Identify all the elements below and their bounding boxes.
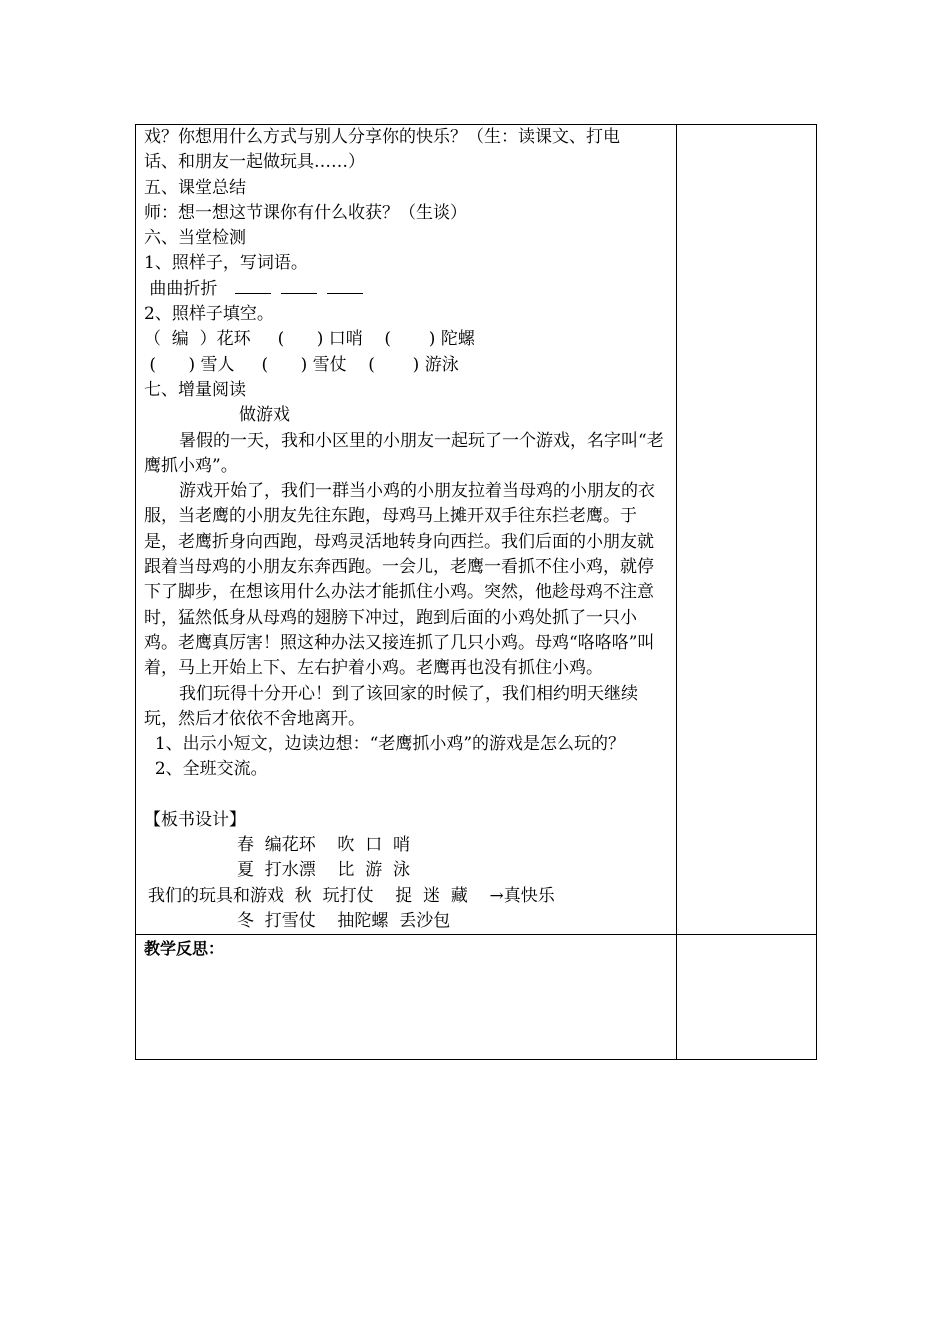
text-line: 师：想一想这节课你有什么收获？（生谈）: [144, 202, 467, 223]
question-1: 1、出示小短文，边读边想：“老鹰抓小鸡”的游戏是怎么玩的？: [144, 734, 626, 755]
text-line: 话、和朋友一起做玩具……）: [144, 152, 365, 173]
blank-line: [144, 783, 670, 808]
reflection-label: 教学反思：: [144, 939, 225, 959]
exercise-1: 1、照样子，写词语。: [144, 253, 308, 274]
fill-blank-row-1: （ 编 ）花环 ( ) 口哨 ( ) 陀螺: [144, 329, 475, 350]
example-word: 曲曲折折: [144, 278, 218, 299]
lesson-content: [136, 125, 676, 934]
exercise-1-example: [144, 277, 670, 302]
content-row: [136, 125, 817, 935]
reading-paragraph: 游戏开始了，我们一群当小鸡的小朋友拉着当母鸡的小朋友的衣服，当老鹰的小朋友先往东跑，母鸡马上摊开双手往东拦老鹰。于是，老鹰折身向西跑，母鸡灵活地转身向西拦。我们后面的小朋友就跟着当母鸡的小朋友东奔西跑。一会儿，老鹰一看抓不住小鸡，就停下了脚步，在想该用什么办法才能抓住小鸡。突然，他趁母鸡不注意时，猛然低身从母鸡的翅膀下冲过，跑到后面的小鸡处抓了一只小鸡。老鹰真厉害！照这种办法又接连抓了几只小鸡。母鸡“咯咯咯”叫着，马上开始上下、左右护着小鸡。老鹰再也没有抓住小鸡。: [144, 481, 655, 679]
answer-blank: [327, 279, 363, 294]
board-line: 冬 打雪仗 抽陀螺 丢沙包: [237, 910, 451, 931]
answer-blank: [281, 279, 317, 294]
reading-paragraph: 暑假的一天，我和小区里的小朋友一起玩了一个游戏，名字叫“老鹰抓小鸡”。: [144, 430, 664, 476]
text-line: 戏？你想用什么方式与别人分享你的快乐？（生：读课文、打电: [144, 127, 620, 147]
main-content-cell: [136, 125, 677, 935]
answer-blank: [235, 279, 271, 294]
section-heading-test: 六、当堂检测: [144, 228, 246, 249]
lesson-plan-table: [135, 124, 817, 1060]
board-line: 春 编花环 吹 口 哨: [237, 835, 411, 856]
notes-cell: [677, 125, 817, 935]
board-design-title: 【板书设计】: [144, 809, 246, 830]
reflection-notes-cell: [677, 935, 817, 1060]
section-heading-summary: 五、课堂总结: [144, 177, 246, 198]
board-line: 我们的玩具和游戏 秋 玩打仗 捉 迷 藏 →真快乐: [148, 885, 555, 906]
board-line: 夏 打水漂 比 游 泳: [237, 860, 411, 881]
reading-title: 做游戏: [239, 405, 290, 426]
reflection-cell: [136, 935, 677, 1060]
fill-blank-row-2: ( ) 雪人 ( ) 雪仗 ( ) 游泳: [144, 354, 459, 375]
reflection-row: [136, 935, 817, 1060]
question-2: 2、全班交流。: [144, 759, 268, 780]
section-heading-reading: 七、增量阅读: [144, 379, 246, 400]
reading-paragraph: 我们玩得十分开心！到了该回家的时候了，我们相约明天继续玩，然后才依依不舍地离开。: [144, 683, 638, 729]
exercise-2: 2、照样子填空。: [144, 304, 274, 325]
